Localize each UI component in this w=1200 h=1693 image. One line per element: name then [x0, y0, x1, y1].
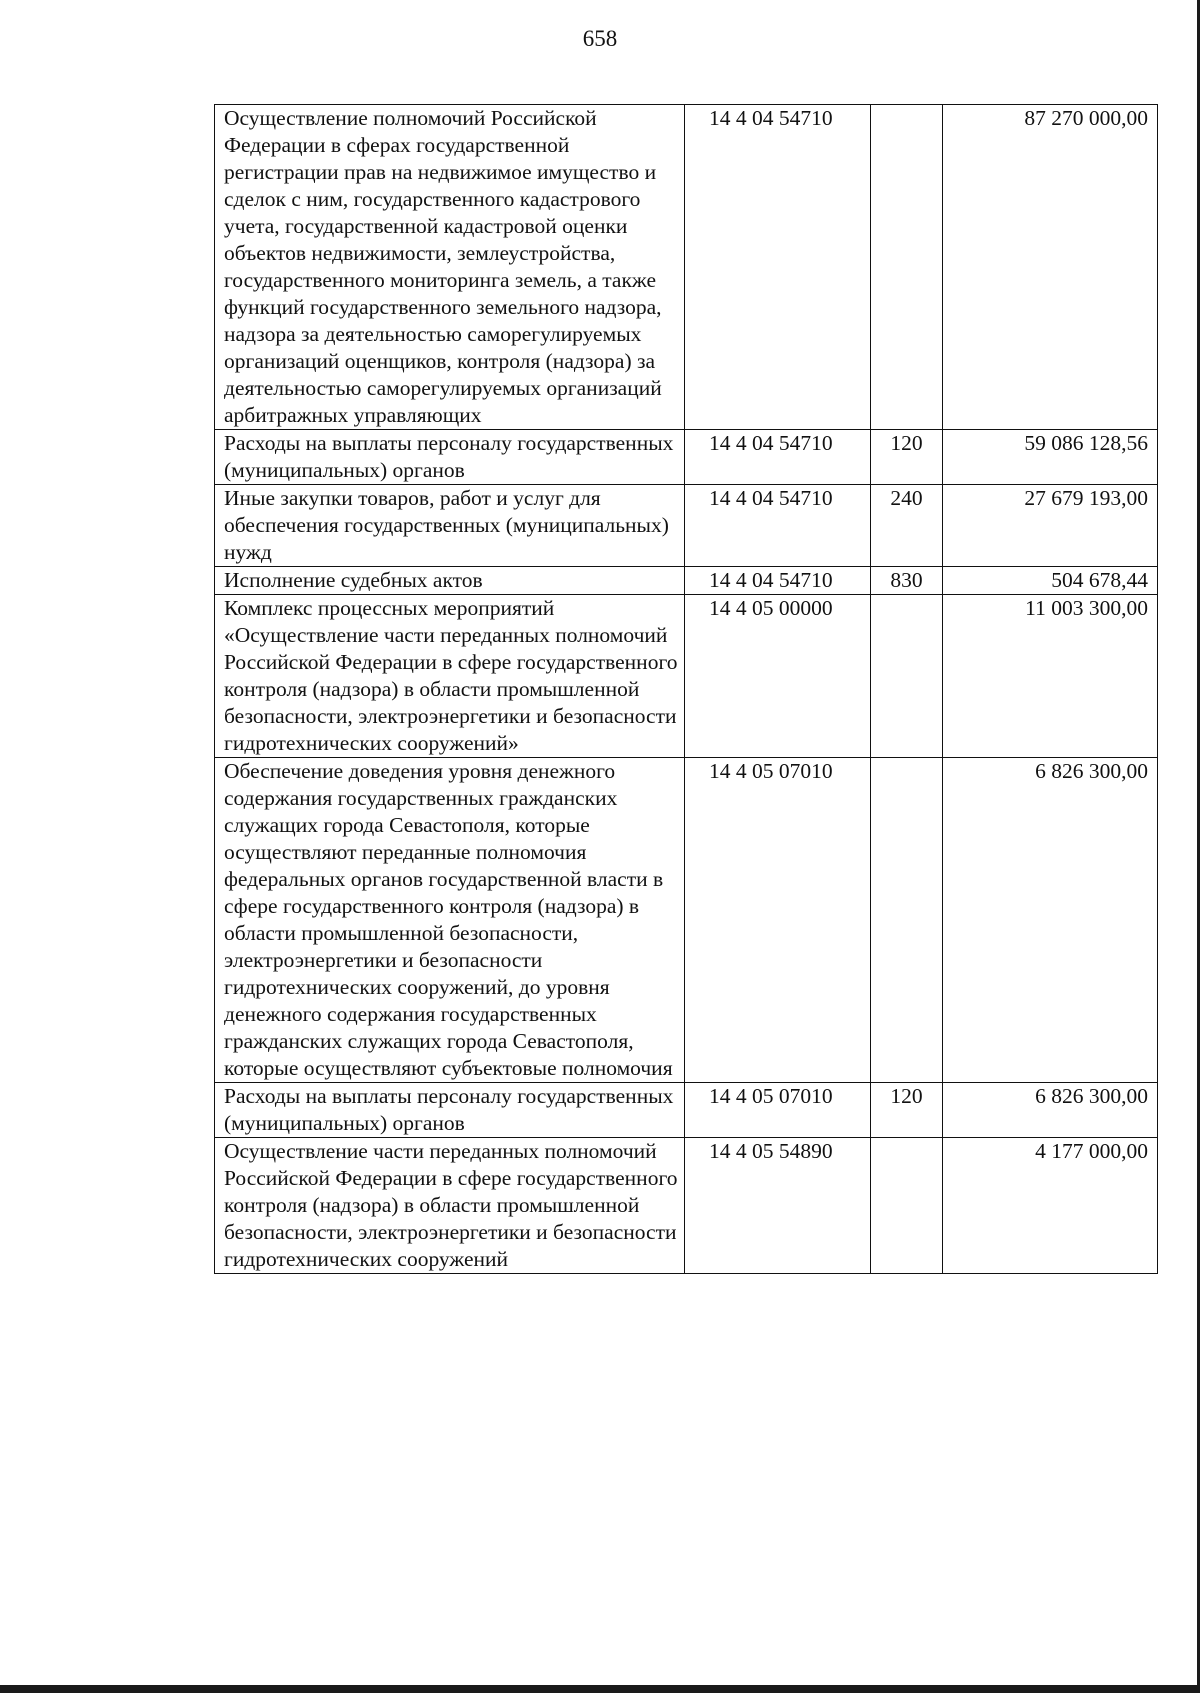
- target-code: 14 4 05 07010: [685, 758, 871, 1083]
- expense-type: [871, 105, 943, 430]
- amount: 6 826 300,00: [943, 1083, 1158, 1138]
- target-code: 14 4 05 07010: [685, 1083, 871, 1138]
- expense-type: [871, 595, 943, 758]
- target-code: 14 4 04 54710: [685, 567, 871, 595]
- table-row: [215, 758, 1158, 1083]
- item-name: Осуществление полномочий Российской Федерации в сферах государственной регистрации прав на недвижимое имущество и сделок с ним, государственного кадастрового учета, государственной кадастровой оценки объектов недвижимости, землеустройства, государственного мониторинга земель, а также функций государственного земельного надзора, надзора за деятельностью саморегулируемых организаций оценщиков, контроля (надзора) за деятельностью саморегулируемых организаций арбитражных управляющих: [215, 105, 685, 430]
- target-code: 14 4 05 00000: [685, 595, 871, 758]
- amount: 27 679 193,00: [943, 485, 1158, 567]
- item-name: Обеспечение доведения уровня денежного содержания государственных гражданских служащих города Севастополя, которые осуществляют переданные полномочия федеральных органов государственной власти в сфере государственного контроля (надзора) в области промышленной безопасности, электроэнергетики и безопасности гидротехнических сооружений, до уровня денежного содержания государственных гражданских служащих города Севастополя, которые осуществляют субъектовые полномочия: [215, 758, 685, 1083]
- budget-table: [214, 104, 1158, 1274]
- item-name: Исполнение судебных актов: [215, 567, 685, 595]
- amount: 11 003 300,00: [943, 595, 1158, 758]
- item-name: Осуществление части переданных полномочий Российской Федерации в сфере государственного контроля (надзора) в области промышленной безопасности, электроэнергетики и безопасности гидротехнических сооружений: [215, 1138, 685, 1274]
- table-row: [215, 485, 1158, 567]
- table-row: [215, 567, 1158, 595]
- amount: 4 177 000,00: [943, 1138, 1158, 1274]
- expense-type: 830: [871, 567, 943, 595]
- item-name: Комплекс процессных мероприятий «Осуществление части переданных полномочий Российской Федерации в сфере государственного контроля (надзора) в области промышленной безопасности, электроэнергетики и безопасности гидротехнических сооружений»: [215, 595, 685, 758]
- amount: 59 086 128,56: [943, 430, 1158, 485]
- expense-type: [871, 758, 943, 1083]
- item-name: Расходы на выплаты персоналу государственных (муниципальных) органов: [215, 430, 685, 485]
- target-code: 14 4 05 54890: [685, 1138, 871, 1274]
- table-row: [215, 1083, 1158, 1138]
- expense-type: 120: [871, 430, 943, 485]
- target-code: 14 4 04 54710: [685, 485, 871, 567]
- table-row: [215, 595, 1158, 758]
- expense-type: 120: [871, 1083, 943, 1138]
- table-row: [215, 1138, 1158, 1274]
- amount: 504 678,44: [943, 567, 1158, 595]
- target-code: 14 4 04 54710: [685, 430, 871, 485]
- table-row: [215, 430, 1158, 485]
- expense-type: [871, 1138, 943, 1274]
- amount: 6 826 300,00: [943, 758, 1158, 1083]
- target-code: 14 4 04 54710: [685, 105, 871, 430]
- item-name: Иные закупки товаров, работ и услуг для обеспечения государственных (муниципальных) нужд: [215, 485, 685, 567]
- expense-type: 240: [871, 485, 943, 567]
- table-row: [215, 105, 1158, 430]
- scan-border-bottom: [0, 1685, 1200, 1693]
- page-number: 658: [582, 26, 618, 51]
- item-name: Расходы на выплаты персоналу государственных (муниципальных) органов: [215, 1083, 685, 1138]
- amount: 87 270 000,00: [943, 105, 1158, 430]
